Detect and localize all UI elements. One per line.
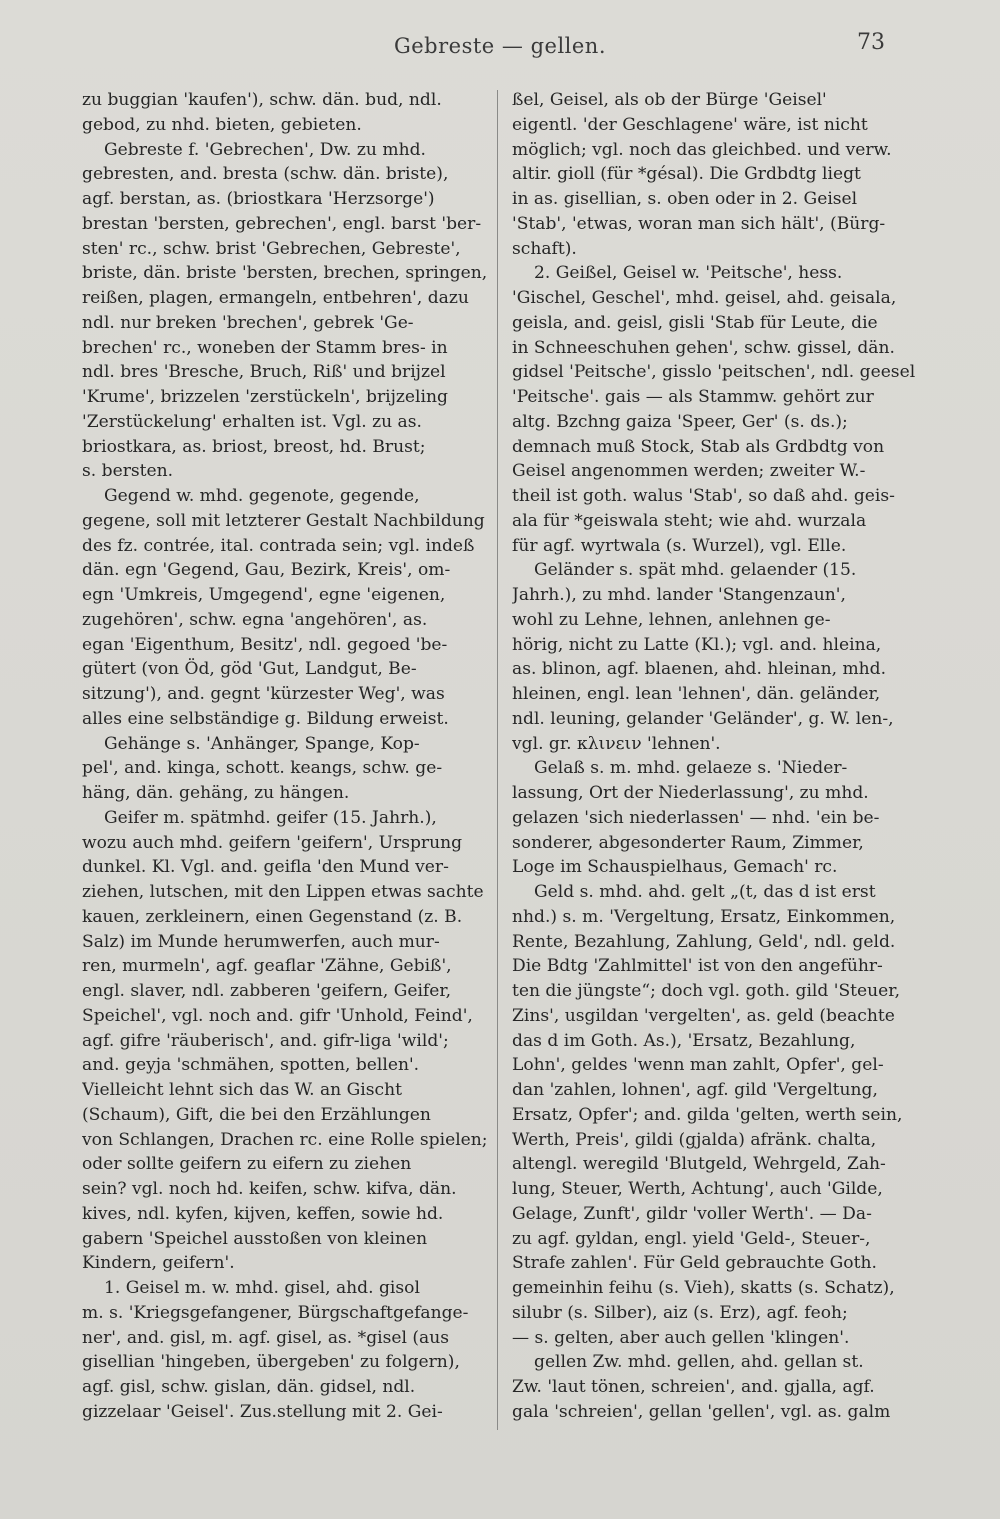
text-line: altg. Bzchng gaiza 'Speer, Ger' (s. ds.); bbox=[512, 411, 848, 432]
text-line: lassung, Ort der Niederlassung', zu mhd. bbox=[512, 783, 869, 803]
text-line: gala 'schreien', gellan 'gellen', vgl. as. galm bbox=[512, 1401, 891, 1422]
text-line: 2. Geißel, Geisel w. 'Peitsche', hess. bbox=[534, 263, 843, 284]
text-line: brechen' rc., woneben der Stamm bres- in bbox=[82, 337, 448, 358]
text-line: reißen, plagen, ermangeln, entbehren', dazu bbox=[82, 288, 469, 308]
text-line: agf. gifre 'räuberisch', and. gifr-liga 'wild'; bbox=[82, 1030, 449, 1051]
text-line: briste, dän. briste 'bersten, brechen, springen, bbox=[82, 263, 488, 284]
text-line: brestan 'bersten, gebrechen', engl. barst 'ber- bbox=[82, 213, 482, 234]
text-line: gebod, zu nhd. bieten, gebieten. bbox=[82, 114, 362, 135]
column-divider bbox=[497, 90, 498, 1430]
text-line: zugehören', schw. egna 'angehören', as. bbox=[82, 609, 428, 630]
text-line: ziehen, lutschen, mit den Lippen etwas sachte bbox=[82, 882, 484, 902]
text-line: 'Stab', 'etwas, woran man sich hält', (Bürg- bbox=[512, 213, 886, 234]
text-line: Kindern, geifern'. bbox=[82, 1253, 235, 1274]
text-line: ren, murmeln', agf. geaflar 'Zähne, Gebiß', bbox=[82, 956, 452, 977]
text-line: gizzelaar 'Geisel'. Zus.stellung mit 2. Gei- bbox=[82, 1401, 443, 1422]
text-line: Geld s. mhd. ahd. gelt „(t, das d ist erst bbox=[534, 882, 876, 902]
text-line: in Schneeschuhen gehen', schw. gissel, dän. bbox=[512, 337, 895, 358]
text-line: m. s. 'Kriegsgefangener, Bürgschaftgefange- bbox=[82, 1302, 469, 1323]
text-line: vgl. gr. κλινειν 'lehnen'. bbox=[512, 733, 721, 754]
text-line: kives, ndl. kyfen, kijven, keffen, sowie hd. bbox=[82, 1203, 444, 1224]
text-line: agf. gisl, schw. gislan, dän. gidsel, ndl. bbox=[82, 1377, 416, 1397]
text-line: gelazen 'sich niederlassen' — nhd. 'ein be- bbox=[512, 807, 880, 828]
text-line: in as. gisellian, s. oben oder in 2. Geisel bbox=[512, 189, 858, 209]
text-line: Gelaß s. m. mhd. gelaeze s. 'Nieder- bbox=[534, 758, 848, 779]
text-line: gütert (von Öd, göd 'Gut, Landgut, Be- bbox=[82, 659, 417, 680]
text-line: Geifer m. spätmhd. geifer (15. Jahrh.), bbox=[104, 807, 437, 828]
text-line: 'Peitsche'. gais — als Stammw. gehört zur bbox=[512, 387, 874, 407]
text-line: oder sollte geifern zu eifern zu ziehen bbox=[82, 1154, 412, 1175]
text-line: ßel, Geisel, als ob der Bürge 'Geisel' bbox=[512, 90, 827, 110]
text-line: möglich; vgl. noch das gleichbed. und verw. bbox=[512, 139, 892, 160]
text-line: ner', and. gisl, m. agf. gisel, as. *gisel (aus bbox=[82, 1327, 450, 1348]
running-head: Gebreste — gellen. bbox=[393, 34, 607, 58]
text-line: briostkara, as. briost, breost, hd. Brust; bbox=[82, 436, 426, 457]
text-line: Strafe zahlen'. Für Geld gebrauchte Goth. bbox=[512, 1253, 877, 1274]
text-line: and. geyja 'schmähen, spotten, bellen'. bbox=[82, 1055, 420, 1076]
text-line: sein? vgl. noch hd. keifen, schw. kifva, dän. bbox=[82, 1179, 457, 1199]
text-line: Die Bdtg 'Zahlmittel' ist von den angeführ- bbox=[512, 956, 883, 977]
text-line: altengl. weregild 'Blutgeld, Wehrgeld, Zah- bbox=[512, 1154, 886, 1175]
text-line: egan 'Eigenthum, Besitz', ndl. gegoed 'be- bbox=[82, 634, 448, 655]
text-line: 'Zerstückelung' erhalten ist. Vgl. zu as. bbox=[82, 411, 422, 432]
text-line: wozu auch mhd. geifern 'geifern', Ursprung bbox=[82, 832, 463, 853]
text-line: silubr (s. Silber), aiz (s. Erz), agf. feoh; bbox=[512, 1302, 848, 1323]
text-line: Lohn', geldes 'wenn man zahlt, Opfer', gel- bbox=[512, 1055, 884, 1076]
text-line: eigentl. 'der Geschlagene' wäre, ist nicht bbox=[512, 114, 868, 135]
text-line: — s. gelten, aber auch gellen 'klingen'. bbox=[512, 1327, 850, 1348]
text-line: das d im Goth. As.), 'Ersatz, Bezahlung, bbox=[512, 1030, 856, 1051]
text-line: gemeinhin feihu (s. Vieh), skatts (s. Schatz), bbox=[512, 1278, 895, 1298]
text-line: agf. berstan, as. (briostkara 'Herzsorge') bbox=[82, 189, 435, 209]
text-line: altir. gioll (für *gésal). Die Grdbdtg liegt bbox=[512, 164, 861, 185]
text-line: dunkel. Kl. Vgl. and. geifla 'den Mund ver- bbox=[82, 857, 449, 878]
text-line: 'Gischel, Geschel', mhd. geisel, ahd. geisala, bbox=[512, 288, 897, 308]
text-line: sonderer, abgesonderter Raum, Zimmer, bbox=[512, 832, 864, 853]
text-line: theil ist goth. walus 'Stab', so daß ahd. geis- bbox=[512, 486, 895, 506]
text-line: Gehänge s. 'Anhänger, Spange, Kop- bbox=[104, 733, 420, 754]
text-line: (Schaum), Gift, die bei den Erzählungen bbox=[82, 1104, 431, 1125]
text-line: Rente, Bezahlung, Zahlung, Geld', ndl. geld. bbox=[512, 931, 896, 952]
text-line: alles eine selbständige g. Bildung erweist. bbox=[82, 708, 449, 729]
text-line: Geländer s. spät mhd. gelaender (15. bbox=[534, 560, 857, 581]
text-line: Salz) im Munde herumwerfen, auch mur- bbox=[82, 931, 440, 952]
text-line: gabern 'Speichel ausstoßen von kleinen bbox=[82, 1228, 428, 1249]
text-line: Jahrh.), zu mhd. lander 'Stangenzaun', bbox=[512, 585, 846, 605]
text-line: wohl zu Lehne, lehnen, anlehnen ge- bbox=[512, 609, 831, 630]
text-line: von Schlangen, Drachen rc. eine Rolle spielen; bbox=[82, 1129, 488, 1150]
text-line: häng, dän. gehäng, zu hängen. bbox=[82, 783, 350, 803]
text-line: hörig, nicht zu Latte (Kl.); vgl. and. hleina, bbox=[512, 634, 882, 655]
text-line: engl. slaver, ndl. zabberen 'geifern, Geifer, bbox=[82, 981, 452, 1001]
text-line: Zins', usgildan 'vergelten', as. geld (beachte bbox=[512, 1005, 895, 1026]
left-column bbox=[82, 88, 492, 1425]
text-line: für agf. wyrtwala (s. Wurzel), vgl. Elle. bbox=[512, 535, 847, 556]
text-line: gegene, soll mit letzterer Gestalt Nachbildung bbox=[82, 510, 485, 531]
text-line: Vielleicht lehnt sich das W. an Gischt bbox=[82, 1080, 402, 1100]
text-line: 'Krume', brizzelen 'zerstückeln', brijzeling bbox=[82, 387, 448, 407]
right-column bbox=[512, 88, 922, 1425]
text-line: Gegend w. mhd. gegenote, gegende, bbox=[104, 486, 420, 506]
text-line: gidsel 'Peitsche', gisslo 'peitschen', ndl. geesel bbox=[512, 362, 916, 383]
text-line: demnach muß Stock, Stab als Grdbdtg von bbox=[512, 436, 885, 457]
text-line: Ersatz, Opfer'; and. gilda 'gelten, werth sein, bbox=[512, 1104, 903, 1125]
text-line: dan 'zahlen, lohnen', agf. gild 'Vergeltung, bbox=[512, 1080, 878, 1100]
text-line: s. bersten. bbox=[82, 461, 174, 482]
text-line: zu buggian 'kaufen'), schw. dän. bud, ndl. bbox=[82, 90, 442, 110]
text-line: hleinen, engl. lean 'lehnen', dän. geländer, bbox=[512, 684, 881, 704]
text-line: Gebreste f. 'Gebrechen', Dw. zu mhd. bbox=[104, 139, 426, 160]
text-line: zu agf. gyldan, engl. yield 'Geld-, Steuer-, bbox=[512, 1228, 871, 1249]
text-line: Speichel', vgl. noch and. gifr 'Unhold, Feind', bbox=[82, 1005, 473, 1026]
text-line: ten die jüngste“; doch vgl. goth. gild 'Steuer, bbox=[512, 981, 900, 1001]
text-line: ndl. bres 'Bresche, Bruch, Riß' und brijzel bbox=[82, 362, 446, 383]
text-line: Zw. 'laut tönen, schreien', and. gjalla, agf. bbox=[512, 1377, 875, 1397]
text-line: Loge im Schauspielhaus, Gemach' rc. bbox=[512, 857, 838, 878]
text-line: schaft). bbox=[512, 238, 577, 259]
text-line: as. blinon, agf. blaenen, ahd. hleinan, mhd. bbox=[512, 659, 887, 680]
text-line: geisla, and. geisl, gisli 'Stab für Leute, die bbox=[512, 312, 878, 333]
text-line: ndl. nur breken 'brechen', gebrek 'Ge- bbox=[82, 312, 414, 333]
text-line: 1. Geisel m. w. mhd. gisel, ahd. gisol bbox=[104, 1278, 420, 1298]
text-line: ndl. leuning, gelander 'Geländer', g. W. len-, bbox=[512, 708, 894, 729]
text-line: sitzung'), and. gegnt 'kürzester Weg', was bbox=[82, 684, 445, 704]
text-line: gebresten, and. bresta (schw. dän. briste), bbox=[82, 164, 449, 185]
text-line: ala für *geiswala steht; wie ahd. wurzala bbox=[512, 510, 867, 531]
text-line: lung, Steuer, Werth, Achtung', auch 'Gilde, bbox=[512, 1179, 883, 1199]
text-line: dän. egn 'Gegend, Gau, Bezirk, Kreis', om- bbox=[82, 560, 451, 581]
text-line: Werth, Preis', gildi (gjalda) afränk. chalta, bbox=[512, 1129, 877, 1150]
text-line: kauen, zerkleinern, einen Gegenstand (z. B. bbox=[82, 906, 463, 927]
text-line: nhd.) s. m. 'Vergeltung, Ersatz, Einkommen, bbox=[512, 906, 896, 927]
text-line: des fz. contrée, ital. contrada sein; vgl. indeß bbox=[82, 535, 475, 556]
text-line: egn 'Umkreis, Umgegend', egne 'eigenen, bbox=[82, 585, 446, 605]
text-line: Gelage, Zunft', gildr 'voller Werth'. — Da- bbox=[512, 1203, 872, 1224]
text-line: Geisel angenommen werden; zweiter W.- bbox=[512, 461, 866, 482]
page-number: 73 bbox=[857, 30, 885, 55]
text-line: gisellian 'hingeben, übergeben' zu folgern), bbox=[82, 1352, 460, 1373]
text-line: sten' rc., schw. brist 'Gebrechen, Gebreste', bbox=[82, 238, 461, 259]
text-line: pel', and. kinga, schott. keangs, schw. ge- bbox=[82, 758, 443, 779]
text-line: gellen Zw. mhd. gellen, ahd. gellan st. bbox=[534, 1352, 864, 1373]
